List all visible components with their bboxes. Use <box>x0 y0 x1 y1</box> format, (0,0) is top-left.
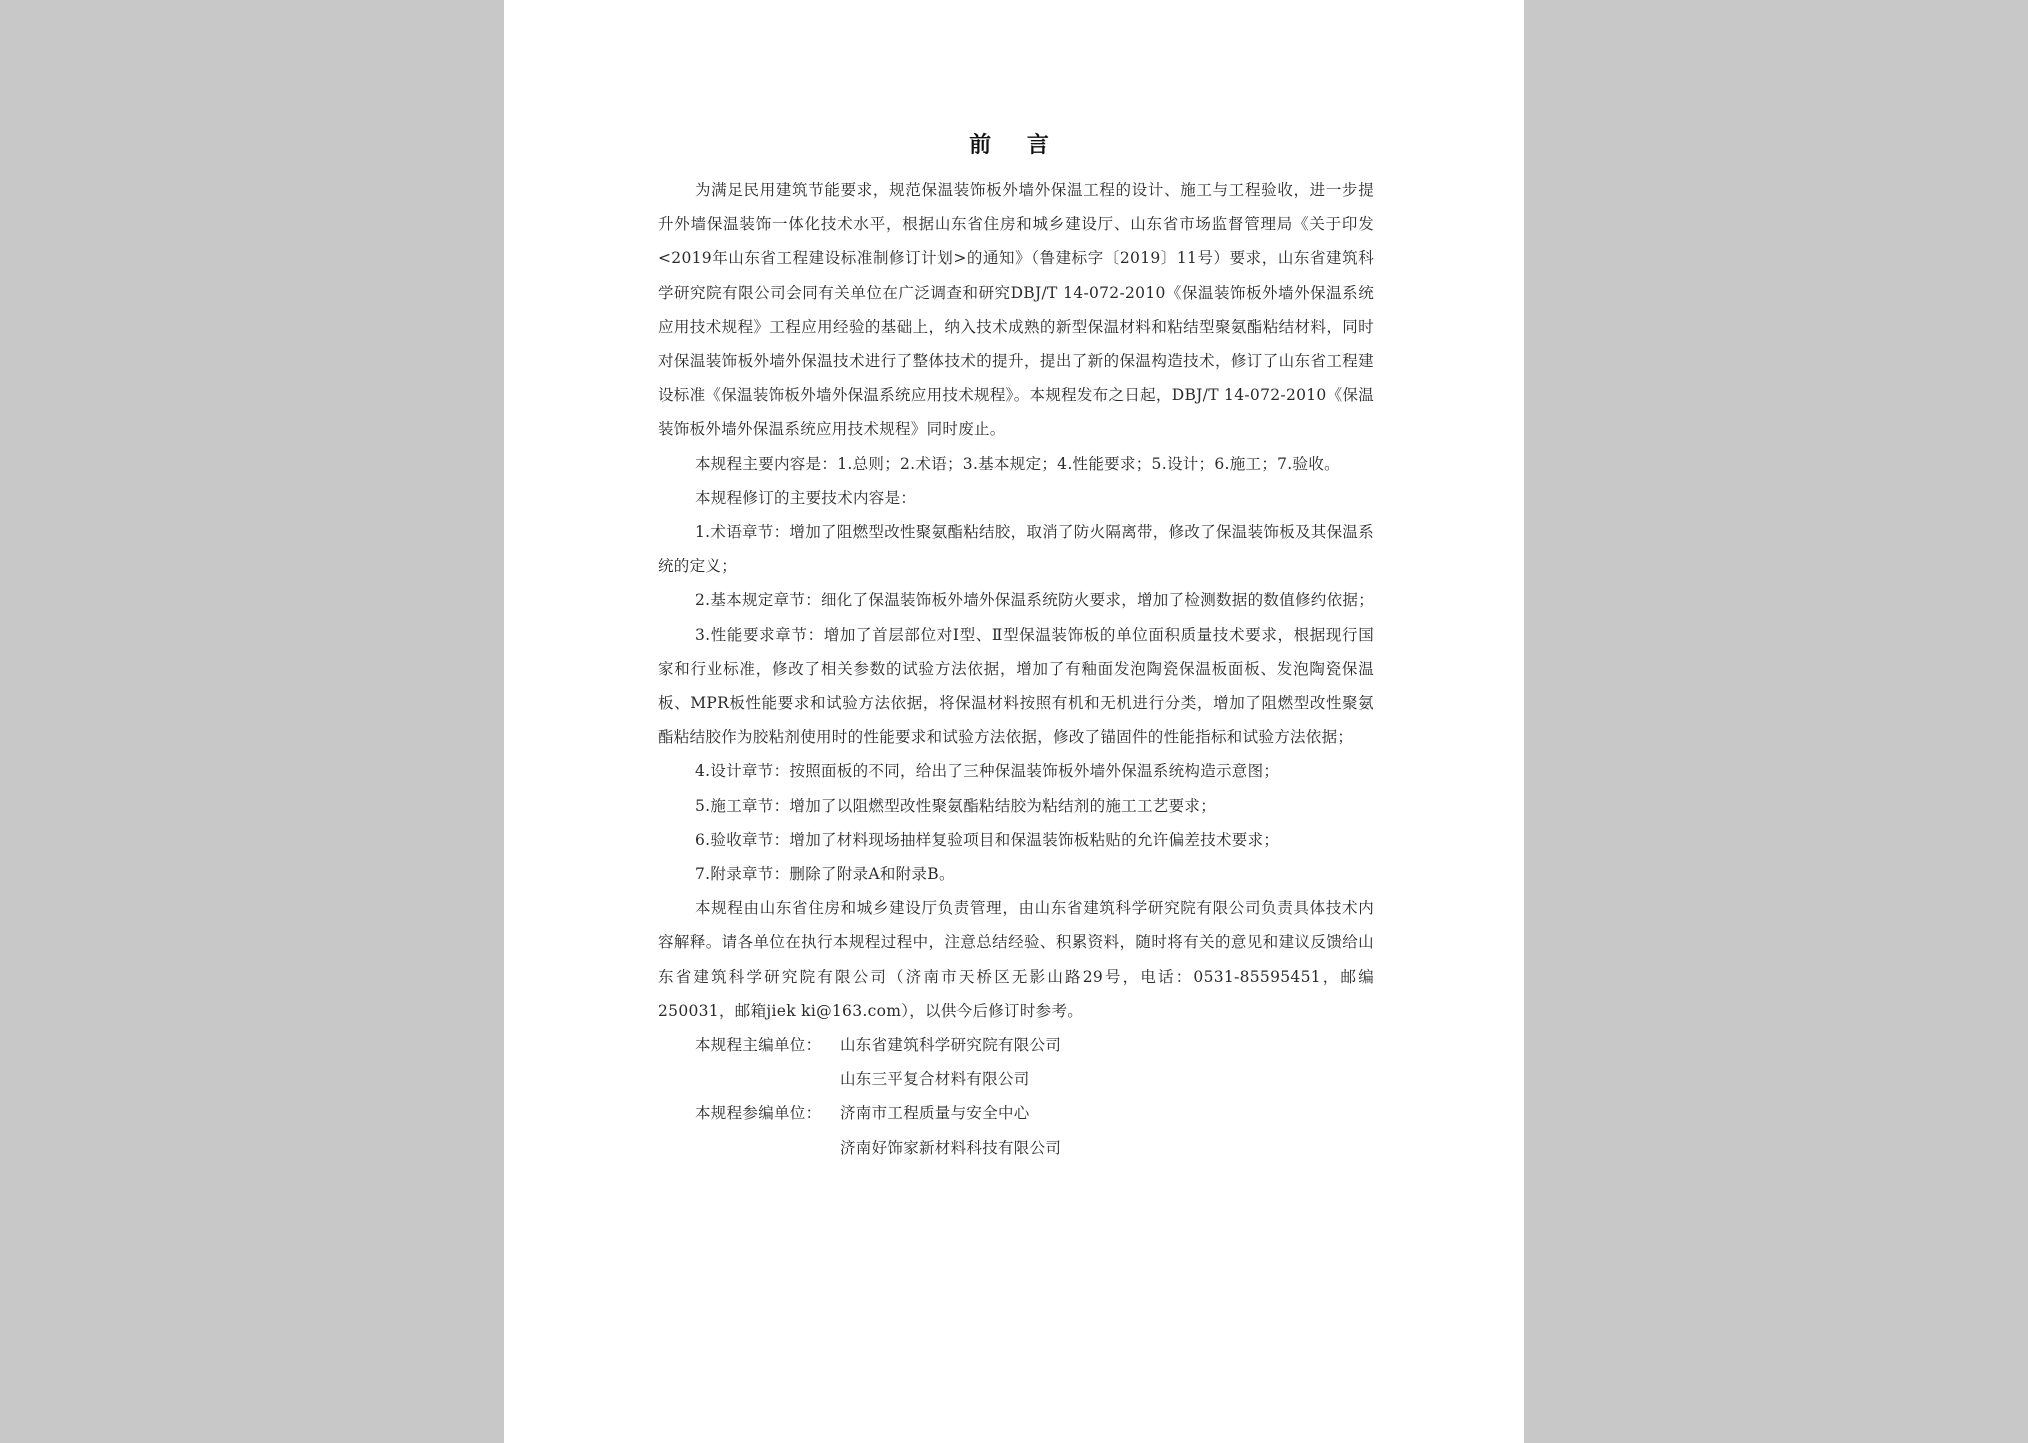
paragraph-intro: 为满足民用建筑节能要求，规范保温装饰板外墙外保温工程的设计、施工与工程验收，进一步提升外墙保温装饰一体化技术水平，根据山东省住房和城乡建设厅、山东省市场监督管理局《关于印发<2019年山东省工程建设标准制修订计划>的通知》（鲁建标字〔2019〕11号）要求，山东省建筑科学研究院有限公司会同有关单位在广泛调查和研究DBJ/T 14-072-2010《保温装饰板外墙外保温系统应用技术规程》工程应用经验的基础上，纳入技术成熟的新型保温材料和粘结型聚氨酯粘结材料，同时对保温装饰板外墙外保温技术进行了整体技术的提升，提出了新的保温构造技术，修订了山东省工程建设标准《保温装饰板外墙外保温系统应用技术规程》。本规程发布之日起，DBJ/T 14-072-2010《保温装饰板外墙外保温系统应用技术规程》同时废止。 <box>658 181 1374 439</box>
paragraph-revision-5: 5.施工章节：增加了以阻燃型改性聚氨酯粘结胶为粘结剂的施工工艺要求； <box>695 796 1216 815</box>
paragraph-revision-heading: 本规程修订的主要技术内容是： <box>695 488 917 507</box>
participating-unit-row <box>658 1096 1374 1130</box>
participating-unit-row <box>658 1131 1374 1165</box>
participating-units-label: 本规程参编单位： <box>695 1104 822 1123</box>
chief-unit-1: 山东省建筑科学研究院有限公司 <box>840 1036 1062 1055</box>
page-content <box>658 128 1374 1165</box>
participating-unit-2: 济南好饰家新材料科技有限公司 <box>840 1138 1062 1157</box>
chief-unit-row <box>658 1028 1374 1062</box>
chief-unit-row <box>658 1062 1374 1096</box>
paragraph-revision-2: 2.基本规定章节：细化了保温装饰板外墙外保温系统防火要求，增加了检测数据的数值修约依据； <box>695 591 1374 610</box>
chief-units-label: 本规程主编单位： <box>695 1036 822 1055</box>
paragraph-revision-1: 1.术语章节：增加了阻燃型改性聚氨酯粘结胶，取消了防火隔离带，修改了保温装饰板及其保温系统的定义； <box>658 523 1374 576</box>
paragraph-management: 本规程由山东省住房和城乡建设厅负责管理，由山东省建筑科学研究院有限公司负责具体技术内容解释。请各单位在执行本规程过程中，注意总结经验、积累资料，随时将有关的意见和建议反馈给山东省建筑科学研究院有限公司（济南市天桥区无影山路29号，电话：0531-85595451，邮编250031，邮箱jiek ki@163.com），以供今后修订时参考。 <box>658 899 1374 1020</box>
paragraph-revision-3: 3.性能要求章节：增加了首层部位对Ⅰ型、Ⅱ型保温装饰板的单位面积质量技术要求，根据现行国家和行业标准，修改了相关参数的试验方法依据，增加了有釉面发泡陶瓷保温板面板、发泡陶瓷保温板、MPR板性能要求和试验方法依据，将保温材料按照有机和无机进行分类，增加了阻燃型改性聚氨酯粘结胶作为胶粘剂使用时的性能要求和试验方法依据，修改了锚固件的性能指标和试验方法依据； <box>658 625 1374 747</box>
paragraph-revision-7: 7.附录章节：删除了附录A和附录B。 <box>695 865 955 884</box>
paragraph-revision-4: 4.设计章节：按照面板的不同，给出了三种保温装饰板外墙外保温系统构造示意图； <box>695 762 1280 781</box>
participating-unit-1: 济南市工程质量与安全中心 <box>840 1104 1030 1123</box>
chief-unit-2: 山东三平复合材料有限公司 <box>840 1070 1030 1089</box>
paragraph-revision-6: 6.验收章节：增加了材料现场抽样复验项目和保温装饰板粘贴的允许偏差技术要求； <box>695 830 1280 849</box>
document-page <box>504 0 1524 1443</box>
paragraph-main-contents: 本规程主要内容是：1.总则；2.术语；3.基本规定；4.性能要求；5.设计；6.施工；7.验收。 <box>695 454 1340 473</box>
page-title: 前 言 <box>969 133 1063 158</box>
